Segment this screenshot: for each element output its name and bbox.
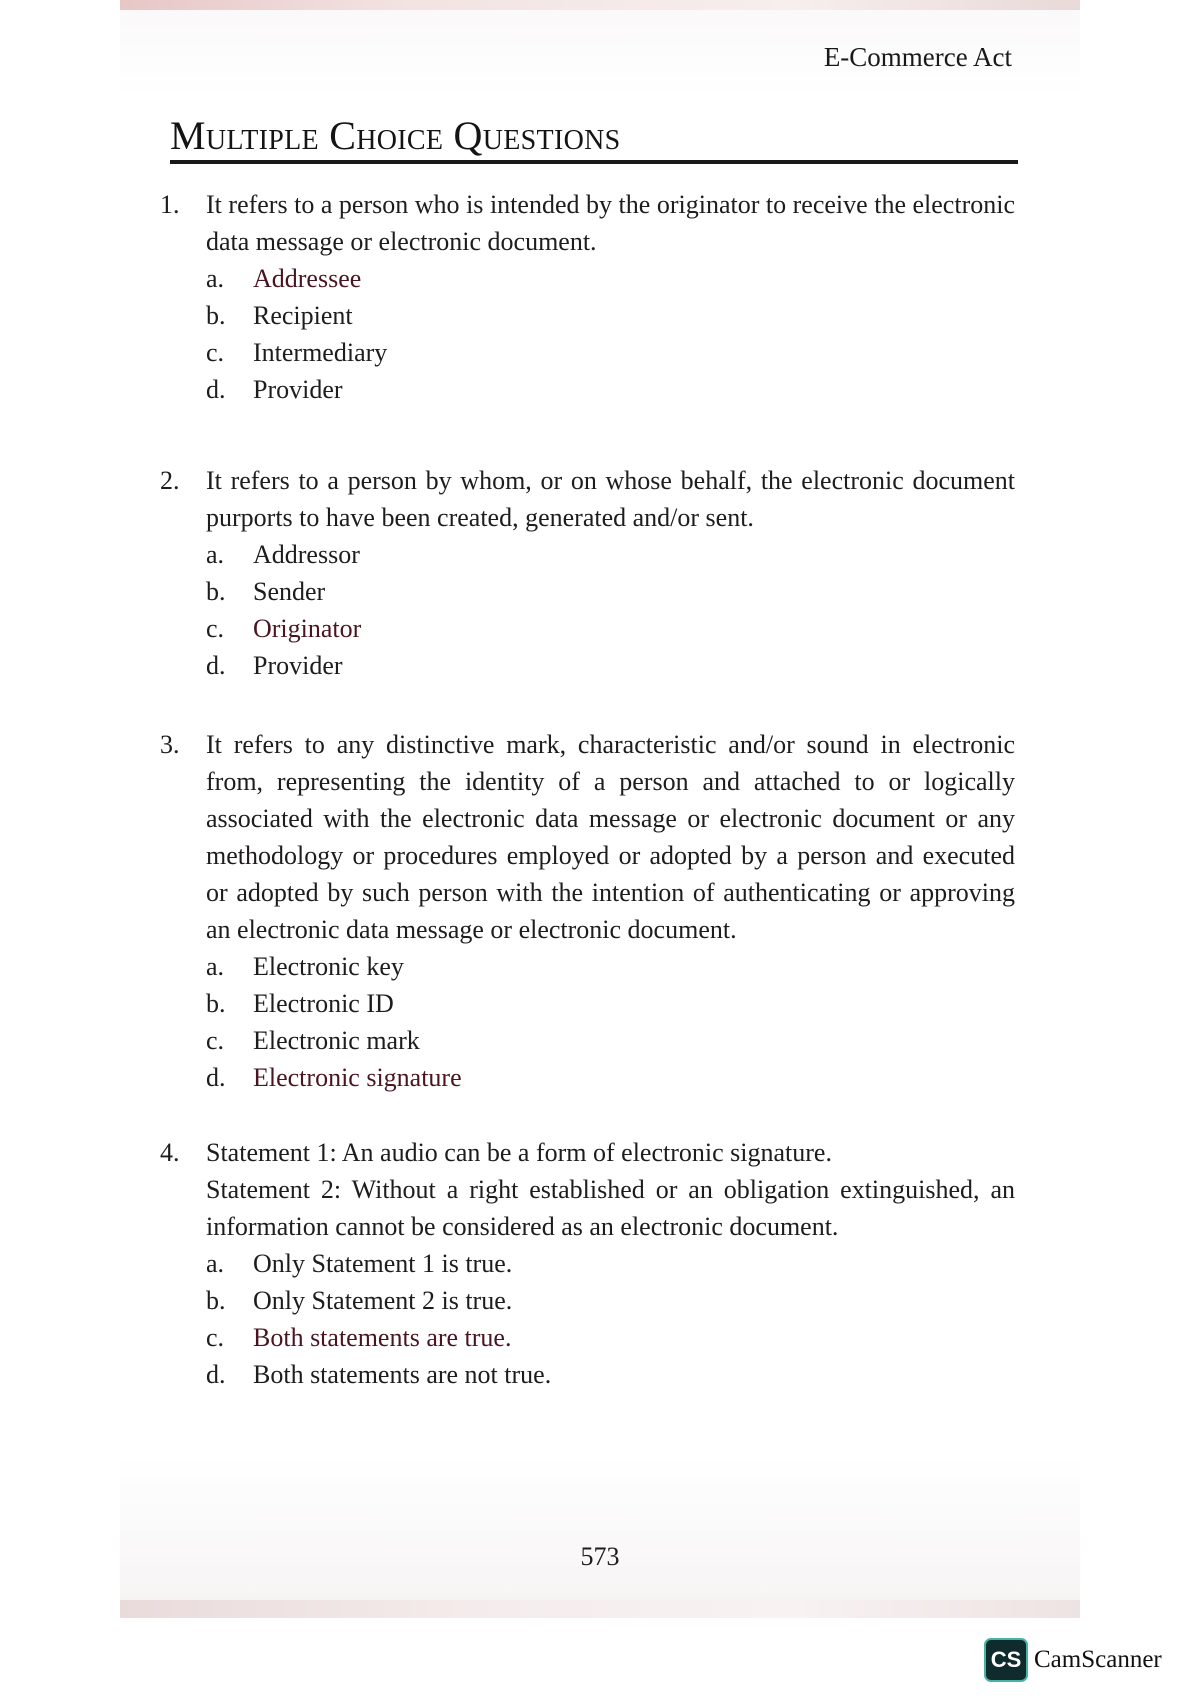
question-number: 4. bbox=[160, 1138, 180, 1167]
option-text: Only Statement 1 is true. bbox=[253, 1249, 513, 1278]
option-c bbox=[206, 610, 1015, 647]
question-1 bbox=[160, 186, 1015, 408]
option-text: Provider bbox=[253, 651, 343, 680]
question-text: It refers to a person by whom, or on whose behalf, the electronic document purports to have been created, generated and/or sent. bbox=[206, 466, 1015, 532]
option-text: Provider bbox=[253, 375, 343, 404]
option-letter: b. bbox=[206, 577, 226, 606]
option-text: Both statements are true. bbox=[253, 1323, 512, 1352]
option-letter: b. bbox=[206, 1286, 226, 1315]
option-letter: d. bbox=[206, 1063, 226, 1092]
statement-1: Statement 1: An audio can be a form of electronic signature. bbox=[206, 1138, 832, 1167]
question-text: It refers to any distinctive mark, characteristic and/or sound in electronic from, representing the identity of a person and attached to or logically associated with the electronic data message or electronic document or any methodology or procedures employed or adopted by a person and executed or adopted by such person with the intention of authenticating or approving an electronic data message or electronic document. bbox=[206, 730, 1015, 944]
option-c bbox=[206, 1022, 1015, 1059]
option-text: Addressor bbox=[253, 540, 360, 569]
option-list bbox=[160, 260, 1015, 408]
option-list bbox=[160, 1245, 1015, 1393]
question-number: 2. bbox=[160, 466, 180, 495]
option-d bbox=[206, 1356, 1015, 1393]
option-b bbox=[206, 573, 1015, 610]
option-a bbox=[206, 1245, 1015, 1282]
option-letter: a. bbox=[206, 1249, 225, 1278]
option-letter: a. bbox=[206, 540, 225, 569]
option-letter: c. bbox=[206, 338, 225, 367]
option-b bbox=[206, 297, 1015, 334]
option-letter: b. bbox=[206, 301, 226, 330]
option-d bbox=[206, 1059, 1015, 1096]
option-letter: a. bbox=[206, 952, 225, 981]
option-letter: d. bbox=[206, 1360, 226, 1389]
option-text: Originator bbox=[253, 614, 362, 643]
page-top-edge bbox=[120, 0, 1080, 10]
option-a bbox=[206, 948, 1015, 985]
option-d bbox=[206, 647, 1015, 684]
option-letter: c. bbox=[206, 1323, 225, 1352]
camscanner-watermark bbox=[984, 1638, 1162, 1682]
title-rule bbox=[170, 160, 1018, 164]
option-text: Intermediary bbox=[253, 338, 388, 367]
option-list bbox=[160, 536, 1015, 684]
statement-2: Statement 2: Without a right established or an obligation extinguished, an information cannot be considered as an electronic document. bbox=[206, 1175, 1015, 1241]
question-number: 1. bbox=[160, 190, 180, 219]
option-text: Electronic mark bbox=[253, 1026, 420, 1055]
option-a bbox=[206, 536, 1015, 573]
question-text: It refers to a person who is intended by the originator to receive the electronic data message or electronic document. bbox=[206, 190, 1015, 256]
section-title: Multiple Choice Questions bbox=[170, 113, 621, 158]
page-bottom-edge bbox=[120, 1600, 1080, 1618]
page-number: 573 bbox=[580, 1542, 620, 1571]
option-letter: d. bbox=[206, 375, 226, 404]
option-letter: d. bbox=[206, 651, 226, 680]
option-letter: a. bbox=[206, 264, 225, 293]
option-c bbox=[206, 334, 1015, 371]
option-d bbox=[206, 371, 1015, 408]
option-text: Electronic key bbox=[253, 952, 404, 981]
option-letter: c. bbox=[206, 614, 225, 643]
option-text: Recipient bbox=[253, 301, 353, 330]
camscanner-name: CamScanner bbox=[1034, 1646, 1162, 1673]
option-text: Only Statement 2 is true. bbox=[253, 1286, 513, 1315]
option-c bbox=[206, 1319, 1015, 1356]
option-letter: c. bbox=[206, 1026, 225, 1055]
option-text: Both statements are not true. bbox=[253, 1360, 552, 1389]
option-list bbox=[160, 948, 1015, 1096]
option-text: Addressee bbox=[253, 264, 362, 293]
option-text: Electronic signature bbox=[253, 1063, 462, 1092]
question-4 bbox=[160, 1134, 1015, 1393]
option-text: Electronic ID bbox=[253, 989, 394, 1018]
question-3 bbox=[160, 726, 1015, 1096]
option-letter: b. bbox=[206, 989, 226, 1018]
option-b bbox=[206, 985, 1015, 1022]
question-2 bbox=[160, 462, 1015, 684]
running-head: E-Commerce Act bbox=[823, 42, 1012, 72]
option-text: Sender bbox=[253, 577, 326, 606]
option-b bbox=[206, 1282, 1015, 1319]
camscanner-logo-icon: CS bbox=[984, 1638, 1028, 1682]
question-number: 3. bbox=[160, 730, 180, 759]
option-a bbox=[206, 260, 1015, 297]
question-text bbox=[206, 1134, 1015, 1245]
